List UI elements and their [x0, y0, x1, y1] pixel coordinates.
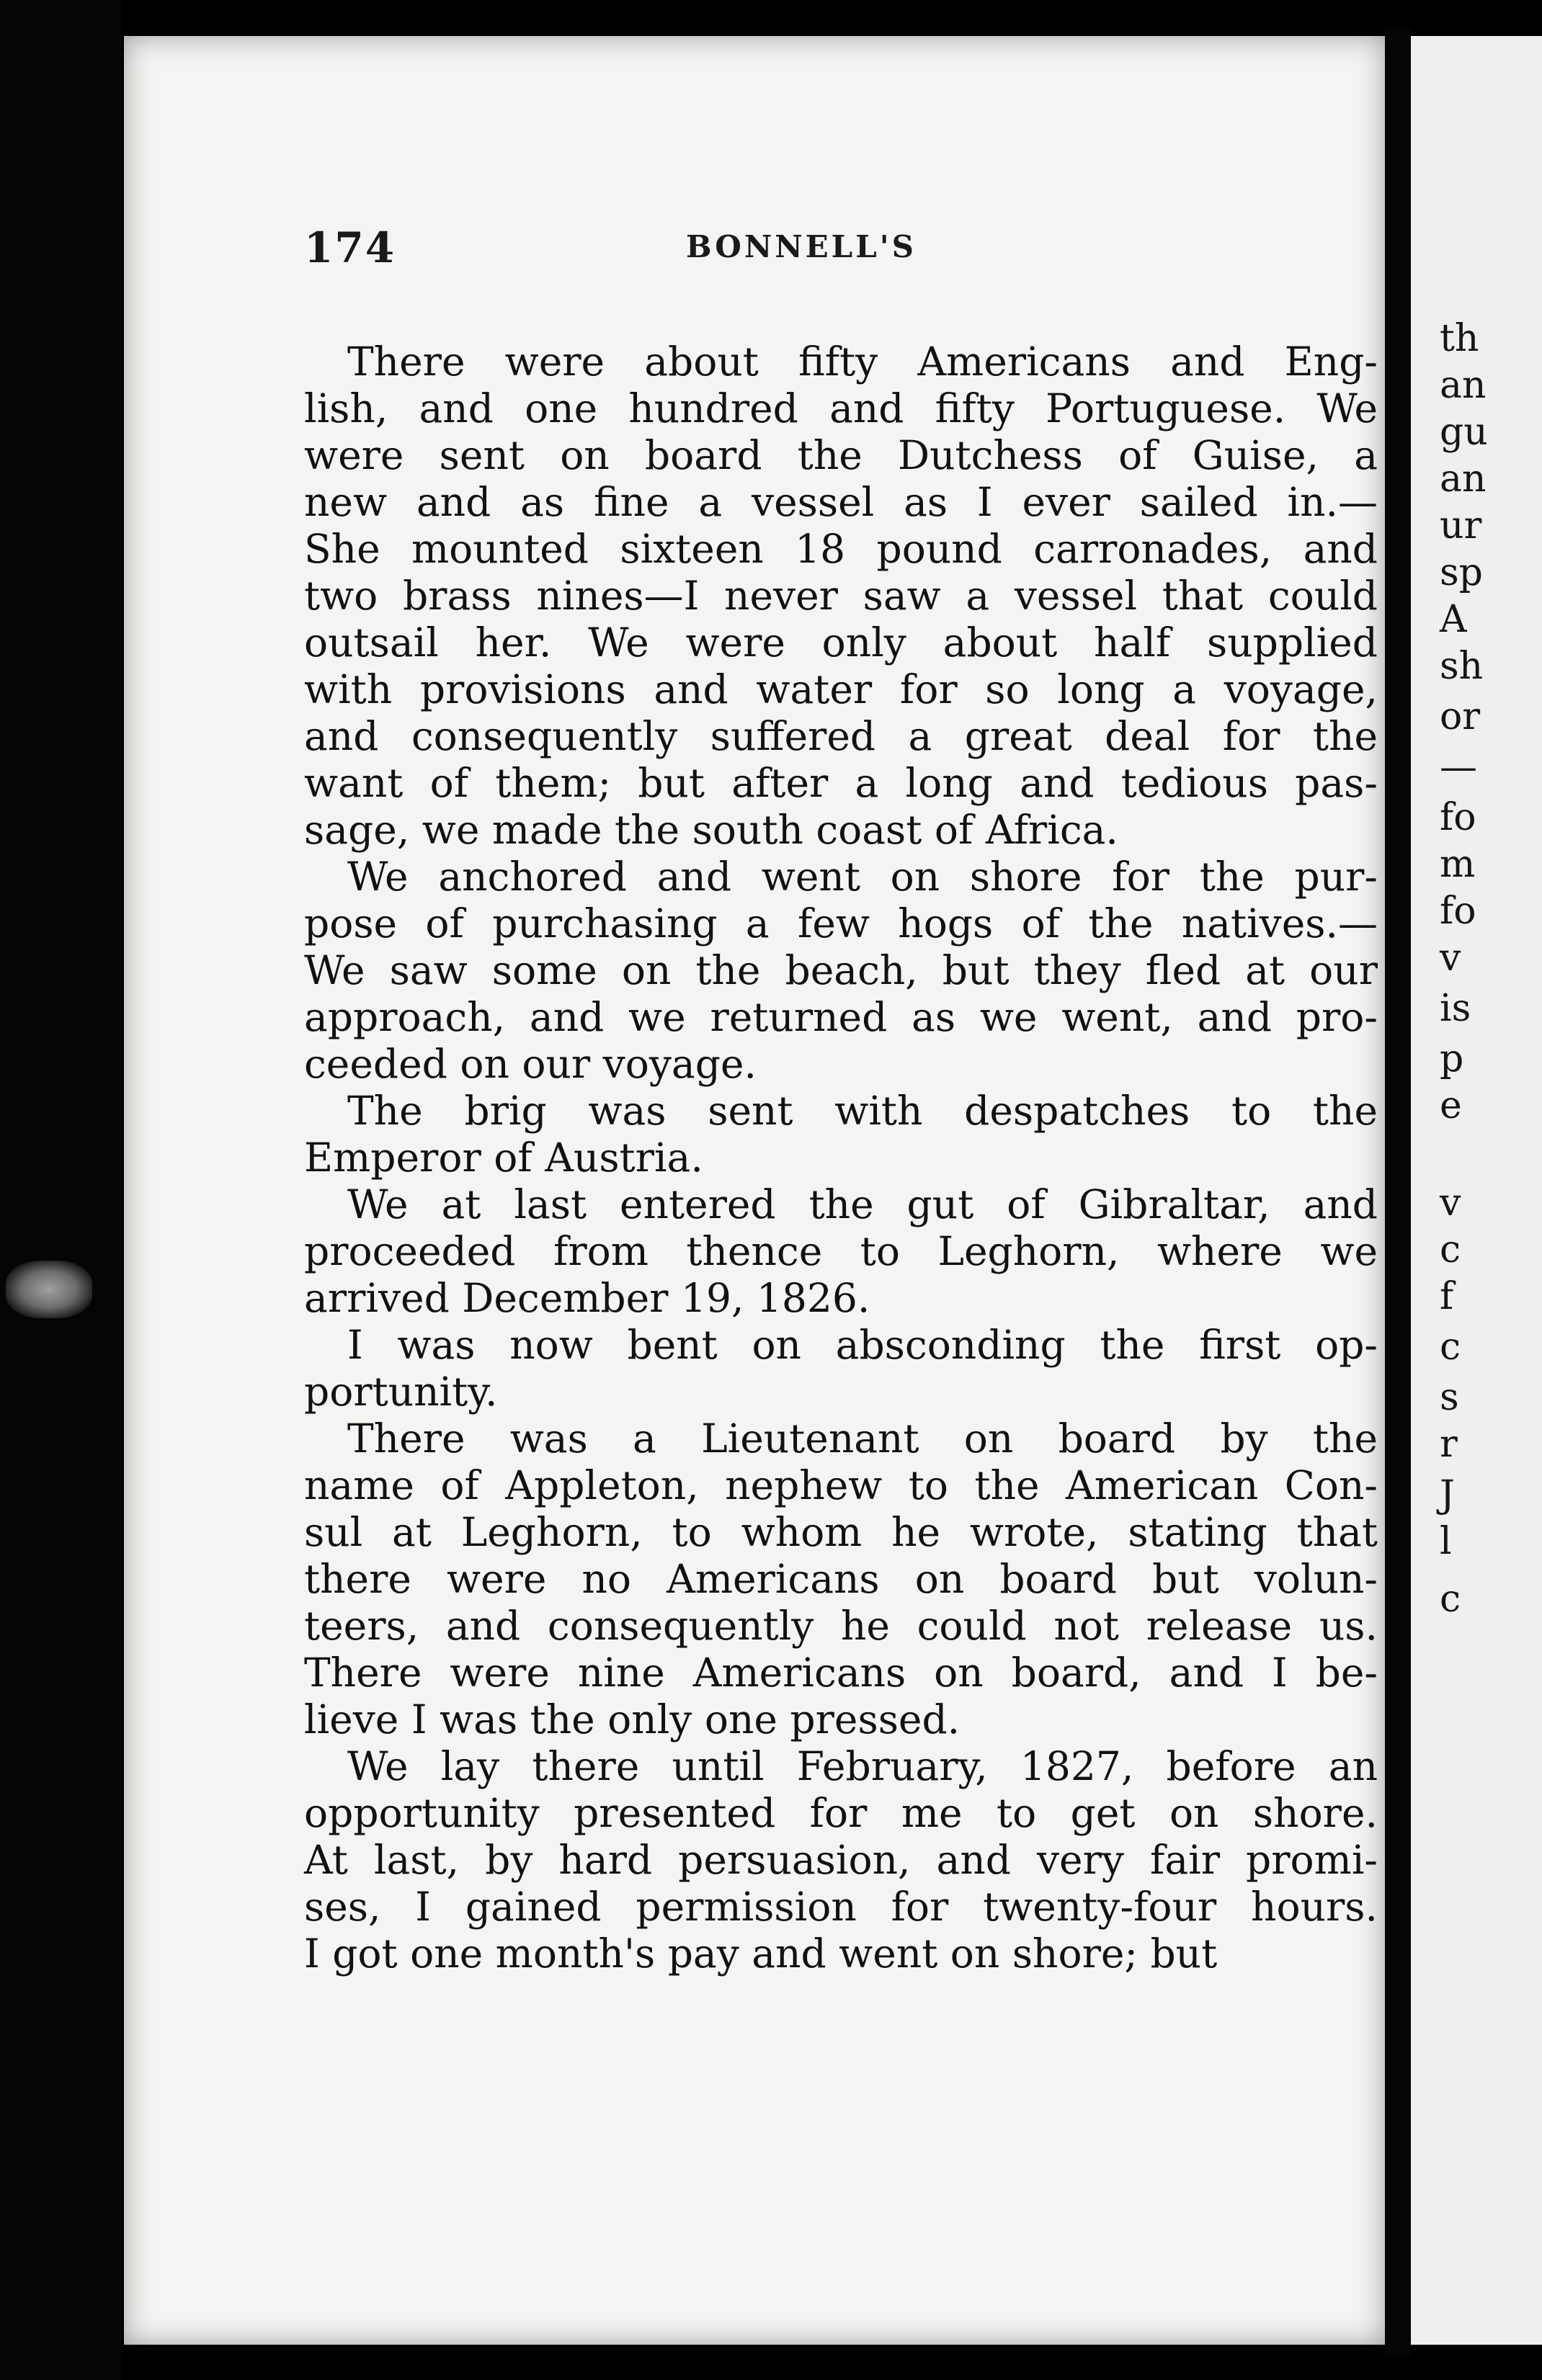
facing-page-text-fragment: v — [1440, 936, 1461, 980]
text-line: sul at Leghorn, to whom he wrote, stating that — [304, 1509, 1378, 1555]
facing-page-text-fragment: an — [1440, 364, 1487, 407]
facing-page-text-fragment: r — [1440, 1423, 1458, 1466]
facing-page-text-fragment: e — [1440, 1084, 1462, 1127]
text-line: ses, I gained permission for twenty-four hours. — [304, 1884, 1378, 1930]
text-line: proceeded from thence to Leghorn, where we — [304, 1228, 1378, 1274]
facing-page-text-fragment: v — [1440, 1181, 1461, 1225]
text-line: want of them; but after a long and tedious pas- — [304, 760, 1378, 806]
text-line: name of Appleton, nephew to the American Con- — [304, 1462, 1378, 1508]
text-line: Emperor of Austria. — [304, 1135, 703, 1181]
text-line: I got one month's pay and went on shore; but — [304, 1931, 1218, 1977]
text-line: We lay there until February, 1827, before an — [347, 1743, 1378, 1789]
text-line: We at last entered the gut of Gibraltar, and — [347, 1181, 1378, 1227]
facing-page-text-fragment: A — [1440, 598, 1467, 641]
facing-page-text-fragment: an — [1440, 457, 1487, 501]
facing-page-text-fragment: is — [1440, 987, 1471, 1030]
facing-page-text-fragment: gu — [1440, 411, 1488, 454]
text-line: outsail her. We were only about half supplied — [304, 619, 1378, 666]
text-line: two brass nines—I never saw a vessel that could — [304, 573, 1378, 619]
facing-page-text-fragment: c — [1440, 1578, 1461, 1621]
text-line: We anchored and went on shore for the pur- — [347, 854, 1378, 900]
text-line: There were about fifty Americans and Eng- — [347, 339, 1378, 385]
facing-page-text-fragment: sp — [1440, 551, 1483, 594]
paragraph — [304, 1743, 1378, 1977]
paragraph — [304, 854, 1378, 1088]
text-line: There were nine Americans on board, and I be- — [304, 1650, 1378, 1696]
text-line: ceeded on our voyage. — [304, 1041, 757, 1087]
facing-page-text-fragment: J — [1440, 1473, 1455, 1516]
facing-page-text-fragment: fo — [1440, 890, 1476, 933]
facing-page-text-fragment: th — [1440, 317, 1479, 360]
text-line: The brig was sent with despatches to the — [347, 1088, 1378, 1134]
text-line: There was a Lieutenant on board by the — [347, 1415, 1378, 1462]
body-text — [304, 339, 1378, 1977]
facing-page-text-fragment: p — [1440, 1037, 1464, 1081]
paragraph — [304, 1322, 1378, 1415]
text-line: new and as fine a vessel as I ever sailed in.— — [304, 479, 1378, 525]
scan-left-margin — [0, 0, 122, 2380]
text-line: with provisions and water for so long a voyage, — [304, 666, 1378, 712]
running-head: BONNELL'S — [686, 229, 917, 264]
paragraph — [304, 1088, 1378, 1181]
facing-page-fragment — [1411, 36, 1542, 2345]
facing-page-text-fragment: m — [1440, 843, 1476, 886]
text-line: there were no Americans on board but volun- — [304, 1556, 1378, 1602]
facing-page-text-fragment: c — [1440, 1325, 1461, 1369]
text-line: At last, by hard persuasion, and very fair promi- — [304, 1837, 1378, 1883]
facing-page-text-fragment: or — [1440, 695, 1481, 738]
facing-page-text-fragment: l — [1440, 1520, 1452, 1563]
text-line: lieve I was the only one pressed. — [304, 1696, 961, 1742]
facing-page-text-fragment: — — [1440, 746, 1477, 789]
facing-page-text-fragment: ur — [1440, 504, 1482, 547]
text-line: portunity. — [304, 1369, 498, 1415]
text-line: opportunity presented for me to get on shore. — [304, 1790, 1378, 1836]
text-line: lish, and one hundred and fifty Portuguese. We — [304, 385, 1378, 431]
facing-page-text-fragment: c — [1440, 1228, 1461, 1271]
facing-page-text-fragment: s — [1440, 1376, 1459, 1419]
text-line: pose of purchasing a few hogs of the natives.— — [304, 900, 1378, 947]
text-line: arrived December 19, 1826. — [304, 1275, 870, 1321]
text-line: approach, and we returned as we went, and pro- — [304, 994, 1378, 1040]
paragraph — [304, 339, 1378, 854]
text-line: She mounted sixteen 18 pound carronades, and — [304, 526, 1378, 572]
facing-page-text-fragment: f — [1440, 1275, 1454, 1318]
facing-page-text-fragment: fo — [1440, 796, 1476, 839]
text-line: sage, we made the south coast of Africa. — [304, 807, 1118, 853]
text-line: and consequently suffered a great deal for the — [304, 713, 1378, 759]
page-number: 174 — [304, 223, 396, 272]
book-page — [124, 36, 1385, 2345]
paragraph — [304, 1415, 1378, 1743]
page-header — [304, 223, 1385, 295]
text-line: I was now bent on absconding the first op- — [347, 1322, 1378, 1368]
text-line: We saw some on the beach, but they fled at our — [304, 947, 1378, 993]
text-line: were sent on board the Dutchess of Guise, a — [304, 432, 1378, 478]
book-gutter — [1385, 29, 1411, 2356]
paragraph — [304, 1181, 1378, 1322]
text-line: teers, and consequently he could not release us. — [304, 1603, 1378, 1649]
facing-page-text-fragment: sh — [1440, 645, 1484, 688]
binding-clip-mark — [6, 1261, 92, 1318]
